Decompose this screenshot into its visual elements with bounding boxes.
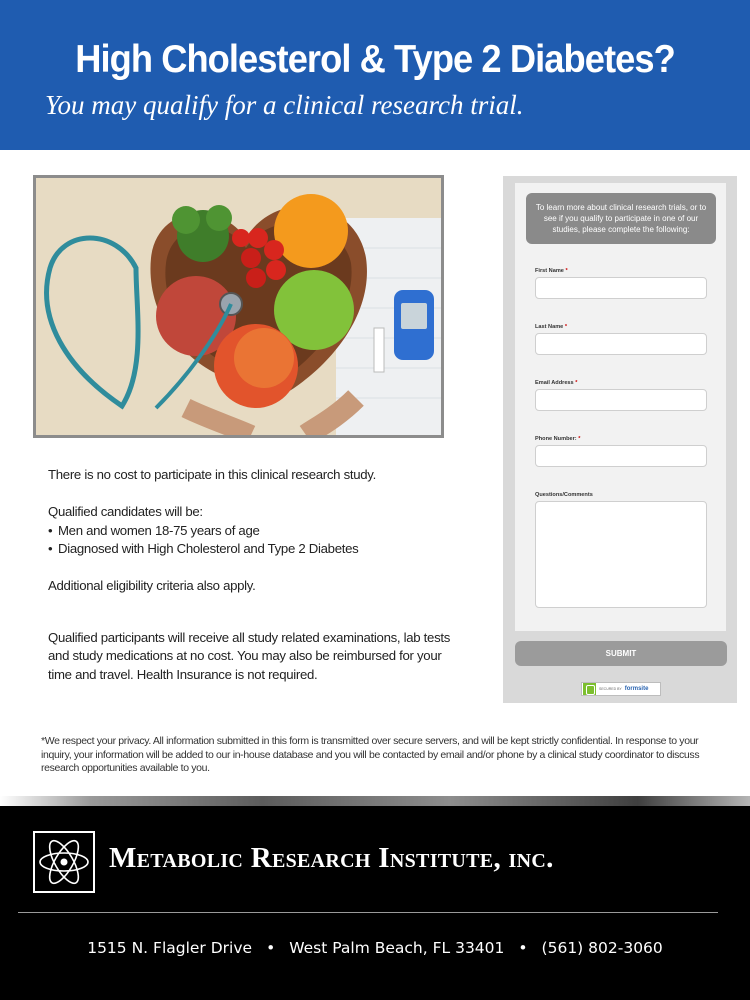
submit-button[interactable]: SUBMIT (515, 641, 727, 666)
study-details (48, 466, 468, 684)
list-item: • Men and women 18-75 years of age (48, 522, 468, 541)
form-intro: To learn more about clinical research trials, or to see if you qualify to participate in one of our studies, please complete the following: (526, 193, 716, 244)
phone-label: Phone Number: * (535, 436, 581, 442)
secured-by-formsite-badge[interactable] (581, 682, 661, 696)
separator: • (266, 939, 276, 957)
email-field[interactable] (535, 389, 707, 411)
divider-band (0, 796, 750, 806)
phone-text: (561) 802-3060 (541, 939, 663, 957)
contact-form (515, 183, 726, 631)
address-text: 1515 N. Flagler Drive (87, 939, 253, 957)
heart-bowl-fruit-stethoscope-image (36, 178, 441, 435)
bullet-icon: • (48, 522, 53, 538)
first-name-field[interactable] (535, 277, 707, 299)
bullet-icon: • (48, 541, 53, 556)
first-name-label: First Name * (535, 268, 568, 274)
phone-field[interactable] (535, 445, 707, 467)
page-title: High Cholesterol & Type 2 Diabetes? (75, 38, 675, 81)
footer-divider (18, 912, 718, 913)
page-subtitle: You may qualify for a clinical research trial. (45, 90, 524, 120)
secured-by-text: SECURED BY (599, 687, 622, 691)
formsite-logo-text: formsite (624, 686, 649, 692)
additional-criteria: Additional eligibility criteria also apply. (48, 578, 256, 593)
comments-textarea[interactable] (535, 501, 707, 608)
separator: • (518, 939, 528, 957)
cost-text: There is no cost to participate in this clinical research study. (48, 467, 376, 482)
list-item: • Diagnosed with High Cholesterol and Type 2 Diabetes (48, 540, 468, 559)
last-name-label: Last Name * (535, 324, 568, 330)
contact-info (0, 939, 750, 957)
lock-icon (583, 683, 596, 695)
hero-photo (33, 175, 444, 438)
organization-name: Metabolic Research Institute, inc. (109, 842, 554, 874)
privacy-notice: *We respect your privacy. All information submitted in this form is transmitted over secure servers, and will be kept strictly confidential. In response to your inquiry, your information will be added to our in-house database and you will be contacted by email and/or phone by a clinical study coordinator to discuss research opportunities available to you. (41, 735, 700, 774)
city-text: West Palm Beach, FL 33401 (289, 939, 505, 957)
qualified-heading: Qualified candidates will be: (48, 504, 203, 519)
benefits-text: Qualified participants will receive all study related examinations, lab tests and study medications at no cost. You may also be reimbursed for your time and travel. Health Insurance is not required. (48, 629, 451, 682)
comments-label: Questions/Comments (535, 492, 593, 498)
atom-logo-icon (33, 831, 95, 893)
footer (0, 806, 750, 1000)
last-name-field[interactable] (535, 333, 707, 355)
email-label: Email Address * (535, 380, 578, 386)
